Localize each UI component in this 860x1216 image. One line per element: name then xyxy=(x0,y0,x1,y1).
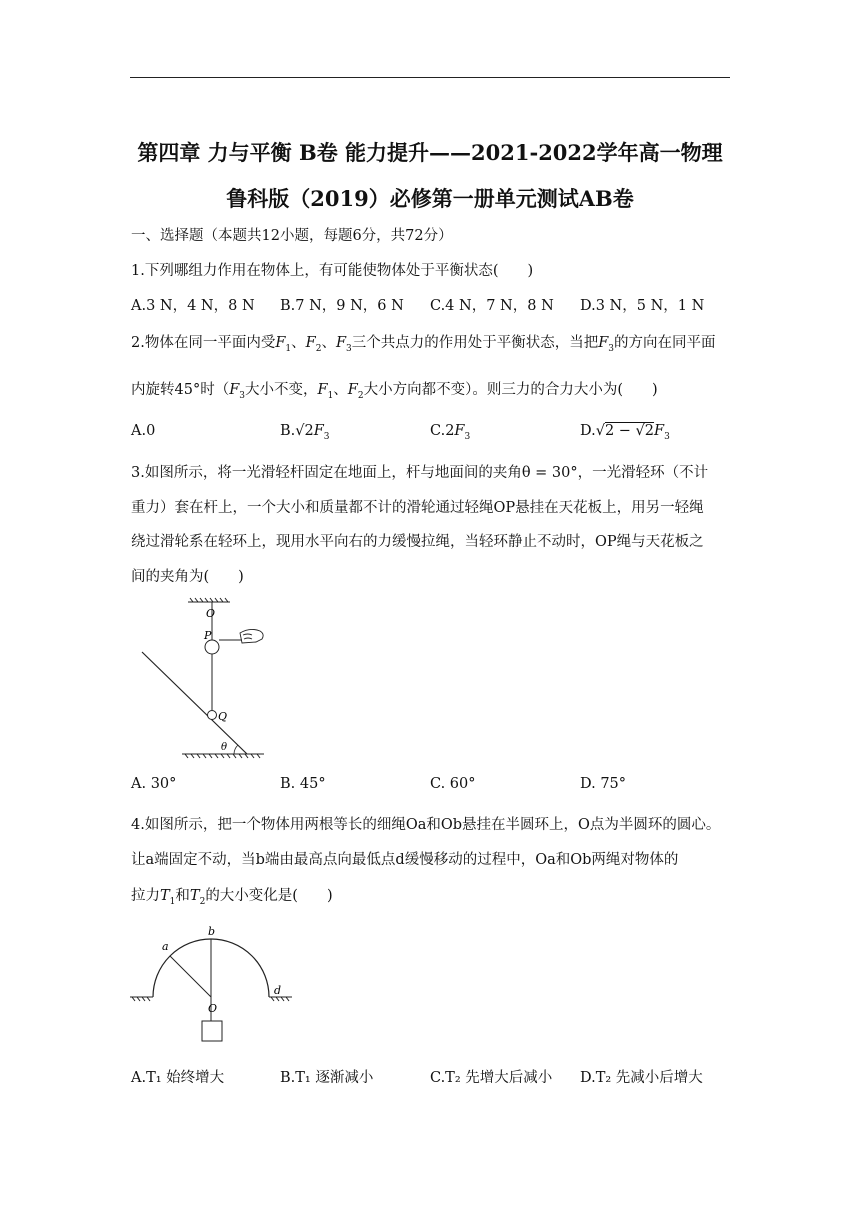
q4-option-d: D.T₂ 先减小后增大 xyxy=(580,1070,703,1086)
q3-option-a: A. 30° xyxy=(131,776,177,792)
section-heading: 一、选择题（本题共12小题，每题6分，共72分） xyxy=(131,228,453,244)
incline-rod xyxy=(142,652,247,754)
q2-option-d: $D.√2 - √2F_3$ xyxy=(580,423,670,442)
q3-option-d: D. 75° xyxy=(580,776,627,792)
label-o: O xyxy=(208,1002,218,1015)
left-support xyxy=(130,997,153,1001)
ceiling xyxy=(188,598,230,602)
angle-arc xyxy=(234,745,238,754)
document-title-line1: 第四章 力与平衡 B卷 能力提升——2021-2022学年高一物理 xyxy=(137,140,723,165)
ground xyxy=(182,754,264,758)
hand-icon xyxy=(240,629,263,643)
question-3-stem-line2: 重力）套在杆上，一个大小和质量都不计的滑轮通过轻绳OP悬挂在天花板上，用另一轻绳 xyxy=(131,500,704,516)
q4-option-a: A.T₁ 始终增大 xyxy=(131,1070,225,1086)
right-support xyxy=(269,997,292,1001)
q3-figure-incline-pulley xyxy=(130,595,280,765)
q2-option-c: $C.2F_3$ xyxy=(430,423,471,442)
q2-option-b: $B.√2F_3$ xyxy=(280,423,330,442)
question-4-stem-line3: 拉力$T_1$和$T_2$的大小变化是( ) xyxy=(131,888,333,907)
label-theta: θ xyxy=(221,742,228,753)
q4-option-c: C.T₂ 先增大后减小 xyxy=(430,1070,553,1086)
label-p: P xyxy=(204,629,212,642)
label-q: Q xyxy=(218,710,228,723)
question-1-stem: 1.下列哪组力作用在物体上，有可能使物体处于平衡状态( ) xyxy=(131,263,534,279)
q4-option-b: B.T₁ 逐渐减小 xyxy=(280,1070,374,1086)
question-2-stem-line1: 2.物体在同一平面内受$F_1$、$F_2$、$F_3$三个共点力的作用处于平衡状态，当把$F_3$的方向在同平面 xyxy=(131,335,716,354)
q1-option-d: D.3 N，5 N，1 N xyxy=(580,298,705,314)
label-b: b xyxy=(208,925,216,938)
pulley xyxy=(205,640,219,654)
q3-option-c: C. 60° xyxy=(430,776,476,792)
question-3-stem-line1: 3.如图所示，将一光滑轻杆固定在地面上，杆与地面间的夹角θ = 30°，一光滑轻环（不计 xyxy=(131,465,709,481)
ring-q xyxy=(208,711,217,720)
question-4-stem-line2: 让a端固定不动，当b端由最高点向最低点d缓慢移动的过程中，Oa和Ob两绳对物体的 xyxy=(131,852,679,868)
rope-oa xyxy=(170,956,211,997)
q1-option-a: A.3 N，4 N，8 N xyxy=(131,298,255,314)
question-3-stem-line4: 间的夹角为( ) xyxy=(131,569,244,585)
q3-option-b: B. 45° xyxy=(280,776,326,792)
q1-option-c: C.4 N，7 N，8 N xyxy=(430,298,554,314)
q1-option-b: B.7 N，9 N，6 N xyxy=(280,298,404,314)
question-2-stem-line2: 内旋转45°时（$F_3$大小不变，$F_1$、$F_2$大小方向都不变）。则三力的合力大小为( ) xyxy=(131,382,658,401)
q4-figure-semicircle xyxy=(128,920,303,1048)
question-4-stem-line1: 4.如图所示，把一个物体用两根等长的细绳Oa和Ob悬挂在半圆环上，O点为半圆环的圆心。 xyxy=(131,817,721,833)
document-title-line2: 鲁科版（2019）必修第一册单元测试AB卷 xyxy=(226,186,634,211)
label-d: d xyxy=(274,984,282,997)
label-o: O xyxy=(206,607,216,620)
q2-option-a: A.0 xyxy=(131,423,156,439)
question-3-stem-line3: 绕过滑轮系在轻环上，现用水平向右的力缓慢拉绳，当轻环静止不动时，OP绳与天花板之 xyxy=(131,534,704,550)
hanging-block xyxy=(202,1021,222,1041)
top-rule xyxy=(130,77,730,78)
label-a: a xyxy=(162,940,169,953)
